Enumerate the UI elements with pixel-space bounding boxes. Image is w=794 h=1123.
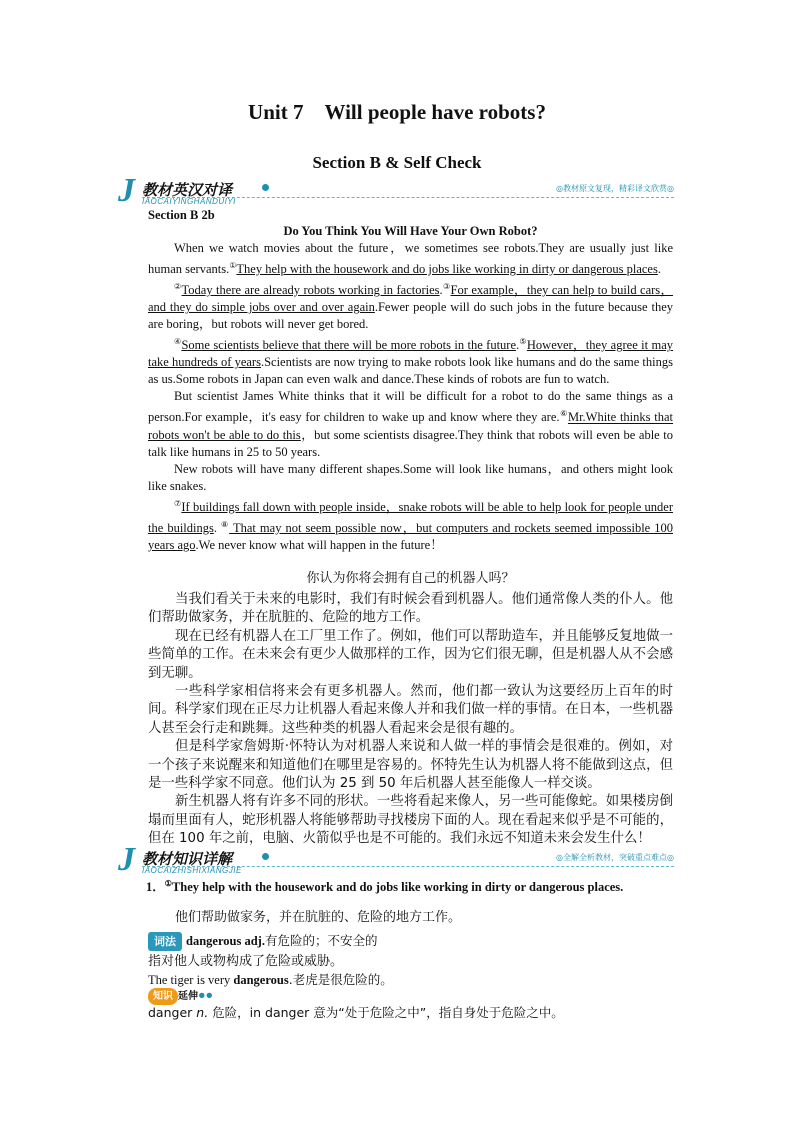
- zh-paragraph-1: 当我们看关于未来的电影时，我们有时候会看到机器人。他们通常像人类的仆人。他们帮助做家务，并在肮脏的、危险的地方工作。: [148, 592, 673, 626]
- banner-pinyin: IAOCAIZHISHIXIANGJIE: [142, 866, 242, 875]
- vocab-usage: 指对他人或物构成了危险或威胁。: [148, 954, 344, 969]
- banner-title: 教材知识详解: [142, 850, 233, 868]
- banner-title: 教材英汉对译: [142, 181, 233, 199]
- paragraph-4: But scientist James White thinks that it will be difficult for a robot to do the same things as a person.For example，it's easy for children to wake up and know where they are.⑥Mr.White thinks that robots won't be able to do this，but some scientists disagree.They think that robots will even be able to talk like humans in 25 to 50 years.: [148, 389, 674, 459]
- passage-title-text: Do You Think You Will Have Your Own Robot?: [283, 224, 538, 238]
- knowledge-extension-tag: 知识 延伸●●: [148, 987, 673, 1005]
- vocab-entry: 词法 dangerous adj.有危险的；不安全的: [148, 932, 673, 951]
- chinese-translation: [148, 591, 673, 849]
- passage-title: [148, 223, 673, 240]
- chinese-title-text: 你认为你将会拥有自己的机器人吗？: [306, 571, 515, 586]
- cifa-tag: 词法: [148, 932, 182, 951]
- unit-title: Unit 7 Will people have robots?: [248, 100, 546, 124]
- paragraph-2: ②Today there are already robots working in factories.③For example，they can help to build cars，and they do simple jobs over and over again.Fewer people will do such jobs in the future because they are boring，but robots will never get bored.: [148, 282, 674, 332]
- paragraph-6: ⑦If buildings fall down with people inside，snake robots will be able to help look for people under the buildings. ⑧ That may not seem possible now，but computers and rockets seemed impossible 100 years ago.We never know what will happen in the future！: [148, 498, 674, 552]
- zh-paragraph-2: 现在已经有机器人在工厂里工作了。例如，他们可以帮助造车，并且能够反复地做一些简单的工作。在未来会有更少人做那样的工作，因为它们很无聊，但是机器人从不会感到无聊。: [148, 628, 673, 681]
- english-passage: [148, 240, 673, 554]
- paragraph-3: ④Some scientists believe that there will be more robots in the future.⑤However，they agree it may take hundreds of years.Scientists are now trying to make robots look like humans and do the same things as us.Some robots in Japan can even walk and dance.These kinds of robots are fun to watch.: [148, 337, 674, 387]
- paragraph-5: New robots will have many different shapes.Some will look like humans，and others might look like snakes.: [148, 461, 673, 493]
- chinese-title: [148, 570, 673, 588]
- point-1-sentence: 1．①They help with the housework and do jobs like working in dirty or dangerous places.: [146, 879, 624, 895]
- point-1: [118, 875, 673, 896]
- section-label-text: Section B 2b: [148, 208, 215, 222]
- zh-paragraph-3: 一些科学家相信将来会有更多机器人。然而，他们都一致认为这要经历上百年的时间。科学家们现在正尽力让机器人看起来像人并和我们做一样的事情。在日本，一些机器人甚至会行走和跳舞。这些种类的机器人看起来会是很有趣的。: [148, 684, 673, 736]
- banner-letter: J: [118, 172, 135, 209]
- zh-paragraph-4: 但是科学家詹姆斯·怀特认为对机器人来说和人做一样的事情会是很难的。例如，对一个孩子来说醒来和知道他们在哪里是容易的。怀特先生认为机器人将不能做到这点，但是一些科学家不同意。他们认为 25 到 50 年后机器人甚至能像人一样交谈。: [148, 739, 673, 792]
- banner-dot-icon: [262, 853, 269, 860]
- banner-note: ◎教材原文复现，精彩译文欣赏◎: [556, 184, 674, 193]
- zh-paragraph-5: 新生机器人将有许多不同的形状。一些将看起来像人，另一些可能像蛇。如果楼房倒塌而里面有人，蛇形机器人将能够帮助寻找楼房下面的人。现在看起来似乎是不可能的，但在 100 年之前，电脑、火箭似乎也是不可能的。我们永远不知道未来会发生什么！: [148, 794, 673, 847]
- extension-tag: 知识: [148, 988, 178, 1005]
- banner-letter: J: [118, 841, 135, 878]
- vocab-example: The tiger is very dangerous.老虎是很危险的。: [148, 972, 393, 987]
- banner-dot-icon: [262, 184, 269, 191]
- point-1-translation: 他们帮助做家务，并在肮脏的、危险的地方工作。: [175, 910, 462, 925]
- banner-note: ◎全解全析教材，突破重点难点◎: [556, 853, 674, 862]
- extension-entry: danger n. 危险，in danger 意为“处于危险之中”，指自身处于危险之中。: [148, 1005, 564, 1020]
- section-title: Section B & Self Check: [312, 153, 482, 172]
- section-label: [148, 207, 673, 224]
- paragraph-1: When we watch movies about the future，we sometimes see robots.They are usually just like human servants.①They help with the housework and do jobs like working in dirty or dangerous places.: [148, 241, 673, 277]
- banner-pinyin: IAOCAIYINGHANDUIYI: [142, 197, 236, 206]
